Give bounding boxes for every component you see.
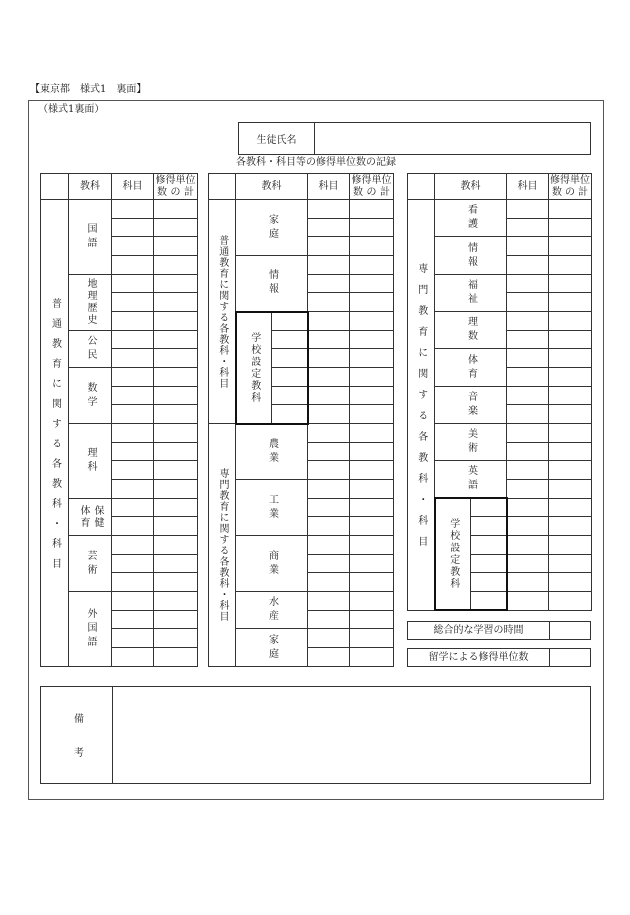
category-cell [408, 200, 435, 611]
school-subject-area-name-cell [272, 368, 308, 387]
credits-cell [350, 274, 394, 293]
subject-cell [308, 218, 350, 237]
student-name-field [315, 123, 590, 154]
category-cell [209, 424, 236, 667]
credits-cell [154, 648, 198, 667]
subject-cell [308, 461, 350, 480]
credits-cell [549, 256, 592, 275]
table-row [408, 424, 592, 443]
credits-cell [350, 554, 394, 573]
form-label: （様式1裏面） [38, 104, 105, 115]
subject-area-cell [69, 536, 112, 592]
subject-cell [112, 218, 154, 237]
subject-area-cell [435, 274, 507, 311]
subject-area-cell [236, 424, 308, 480]
subject-area-label: 福祉 [465, 278, 477, 307]
subject-cell [308, 368, 350, 387]
credits-cell [154, 368, 198, 387]
credits-cell [549, 424, 592, 443]
category-label: 専門教育に関する各教科・科目 [217, 467, 228, 622]
credits-cell [350, 330, 394, 349]
subject-area-label: 公民 [85, 334, 96, 363]
subject-area-label: 学校設定教科 [447, 518, 459, 591]
credits-cell [350, 424, 394, 443]
subject-cell [507, 405, 549, 424]
header-row [41, 174, 198, 200]
credits-cell [549, 274, 592, 293]
subject-cell [308, 405, 350, 424]
study-abroad-credits-field [550, 649, 590, 666]
credits-cell [549, 442, 592, 461]
subject-cell [112, 592, 154, 611]
subject-area-cell [435, 312, 507, 349]
header-credits-line1: 修得単位 [351, 174, 392, 186]
subject-cell [507, 200, 549, 219]
school-subject-area-cell [435, 498, 471, 610]
subject-cell [308, 554, 350, 573]
credits-cell [154, 554, 198, 573]
subject-cell [112, 648, 154, 667]
subject-area-label: 外国語 [85, 607, 96, 650]
student-name-box [238, 122, 591, 155]
study-abroad-credits-box [407, 648, 591, 667]
subject-cell [112, 424, 154, 443]
subject-area-cell [69, 592, 112, 667]
subject-cell [112, 498, 154, 517]
credits-cell [154, 312, 198, 331]
credits-cell [154, 237, 198, 256]
subject-cell [308, 648, 350, 667]
remarks-field [113, 687, 590, 783]
credits-cell [549, 293, 592, 312]
subject-cell [507, 312, 549, 331]
category-label: 普通教育に関する各教科・科目 [216, 234, 228, 389]
credits-cell [154, 517, 198, 536]
subject-cell [308, 480, 350, 499]
subject-cell [308, 237, 350, 256]
subject-cell [308, 349, 350, 368]
remarks-box [40, 686, 591, 784]
table-row [209, 424, 394, 443]
subject-area-label: 情報 [465, 241, 477, 270]
subject-area-cell [435, 349, 507, 386]
table-row [408, 461, 592, 480]
table-row [408, 200, 592, 219]
school-subject-area-name-cell [471, 517, 507, 536]
subject-cell [507, 554, 549, 573]
header-subject-area: 教科 [435, 174, 507, 200]
subject-area-cell [435, 461, 507, 498]
school-subject-area-name-cell [471, 592, 507, 611]
subject-cell [507, 517, 549, 536]
school-subject-area-name-cell [272, 312, 308, 331]
student-name-label: 生徒氏名 [239, 123, 315, 154]
subject-cell [112, 293, 154, 312]
credits-cell [350, 256, 394, 275]
subject-cell [112, 573, 154, 592]
subject-area-label: 理数 [465, 316, 477, 345]
credits-cell [154, 274, 198, 293]
credits-cell [549, 368, 592, 387]
subject-cell [507, 293, 549, 312]
header-credits-line2: 数の計 [157, 186, 194, 198]
subject-cell [308, 629, 350, 648]
table-row [408, 237, 592, 256]
subject-area-cell [236, 480, 308, 536]
subject-area-label: 学校設定教科 [248, 331, 260, 404]
category-label: 専門教育に関する各教科・科目 [415, 263, 427, 558]
subject-cell [507, 237, 549, 256]
table-row [41, 200, 198, 219]
subject-cell [308, 330, 350, 349]
credits-cell [549, 349, 592, 368]
subject-cell [507, 274, 549, 293]
subject-cell [308, 517, 350, 536]
subject-cell [507, 498, 549, 517]
subject-cell [112, 461, 154, 480]
school-subject-area-name-cell [272, 386, 308, 405]
subject-area-cell [69, 330, 112, 367]
subject-area-cell [69, 274, 112, 330]
credits-cell [154, 536, 198, 555]
school-subject-area-name-cell [272, 330, 308, 349]
header-credits-line1: 修得単位 [155, 174, 196, 186]
credits-cell [350, 442, 394, 461]
credits-cell [350, 648, 394, 667]
table-row [209, 312, 394, 331]
category-cell [209, 200, 236, 424]
subject-area-label: 国語 [85, 222, 96, 251]
integrated-study-field [550, 622, 590, 639]
credits-cell [154, 349, 198, 368]
subject-area-cell [435, 386, 507, 423]
header-blank-cell [41, 174, 69, 200]
header-subject: 科目 [308, 174, 350, 200]
subject-cell [112, 237, 154, 256]
header-credits-line2: 数の計 [552, 186, 588, 198]
subject-cell [112, 442, 154, 461]
school-subject-area-name-cell [272, 349, 308, 368]
subject-area-cell [236, 536, 308, 592]
subject-cell [308, 293, 350, 312]
header-credits-line1: 修得単位 [550, 174, 590, 186]
subject-cell [308, 200, 350, 219]
category-label: 普通教育に関する各教科・科目 [49, 297, 61, 578]
header-subject: 科目 [507, 174, 549, 200]
subject-area-label: 家庭 [266, 213, 278, 242]
credits-cell [350, 629, 394, 648]
credits-cell [350, 368, 394, 387]
credits-cell [350, 461, 394, 480]
subject-area-cell [236, 592, 308, 629]
table-row [408, 312, 592, 331]
credits-cell [549, 536, 592, 555]
record-title: 各教科・科目等の修得単位数の記録 [236, 157, 396, 168]
subject-cell [112, 517, 154, 536]
subject-cell [507, 330, 549, 349]
table-row [209, 629, 394, 648]
subject-area-label: 英語 [465, 465, 477, 494]
credits-cell [350, 312, 394, 331]
subject-area-cell [236, 629, 308, 666]
header-blank-cell [408, 174, 435, 200]
subject-area-cell [69, 498, 112, 535]
subject-area-label: 美術 [465, 428, 477, 457]
table-row [209, 200, 394, 219]
table-row [209, 480, 394, 499]
credits-cell [350, 480, 394, 499]
subject-cell [507, 218, 549, 237]
school-subject-area-name-cell [272, 405, 308, 424]
subject-cell [112, 256, 154, 275]
subject-area-cell [69, 200, 112, 275]
integrated-study-label: 総合的な学習の時間 [408, 622, 550, 639]
table-row [408, 274, 592, 293]
subject-cell [308, 610, 350, 629]
credits-cell [549, 573, 592, 592]
subject-cell [507, 592, 549, 611]
credits-cell [350, 349, 394, 368]
credits-table [208, 173, 394, 667]
subject-area-label: 工業 [266, 493, 278, 522]
credits-cell [549, 517, 592, 536]
subject-area-label: 看護 [465, 204, 477, 233]
subject-area-label: 地理歴史 [85, 278, 96, 327]
credits-cell [549, 312, 592, 331]
subject-cell [308, 256, 350, 275]
school-subject-area-name-cell [471, 573, 507, 592]
subject-cell [308, 274, 350, 293]
credits-cell [350, 405, 394, 424]
subject-cell [112, 200, 154, 219]
subject-cell [112, 480, 154, 499]
form-header-title: 【東京都 様式1 裏面】 [30, 84, 147, 95]
credits-cell [154, 442, 198, 461]
subject-cell [112, 405, 154, 424]
credits-cell [154, 405, 198, 424]
remarks-label-cell [41, 687, 113, 783]
subject-cell [507, 461, 549, 480]
subject-cell [507, 256, 549, 275]
header-credits-line2: 数の計 [353, 186, 390, 198]
subject-cell [112, 386, 154, 405]
credits-cell [154, 461, 198, 480]
credits-cell [350, 237, 394, 256]
subject-cell [112, 610, 154, 629]
subject-cell [507, 442, 549, 461]
category-cell [41, 200, 69, 667]
table-row [209, 592, 394, 611]
subject-cell [308, 573, 350, 592]
subject-area-label: 商業 [266, 549, 278, 578]
header-credits [350, 174, 394, 200]
subject-cell [308, 386, 350, 405]
subject-cell [507, 480, 549, 499]
credits-table [40, 173, 198, 667]
credits-cell [549, 218, 592, 237]
subject-area-label: 数学 [85, 381, 96, 410]
credits-cell [350, 573, 394, 592]
subject-area-cell [236, 256, 308, 312]
subject-cell [308, 498, 350, 517]
credits-cell [154, 424, 198, 443]
header-row [408, 174, 592, 200]
credits-cell [154, 573, 198, 592]
credits-cell [350, 517, 394, 536]
credits-cell [549, 498, 592, 517]
school-subject-area-cell [236, 312, 272, 424]
credits-cell [154, 330, 198, 349]
table-row [209, 536, 394, 555]
credits-cell [154, 592, 198, 611]
school-subject-area-name-cell [471, 554, 507, 573]
credits-cell [154, 218, 198, 237]
subject-area-label: 家庭 [266, 633, 278, 662]
credits-cell [350, 592, 394, 611]
credits-cell [350, 200, 394, 219]
subject-cell [308, 312, 350, 331]
subject-cell [112, 554, 154, 573]
subject-cell [308, 442, 350, 461]
credits-cell [350, 610, 394, 629]
credits-cell [350, 218, 394, 237]
credits-cell [350, 386, 394, 405]
header-row [209, 174, 394, 200]
subject-cell [507, 349, 549, 368]
remarks-label: 備考 [71, 713, 83, 781]
header-credits [154, 174, 198, 200]
subject-cell [112, 629, 154, 648]
subject-area-cell [435, 200, 507, 237]
credits-cell [549, 330, 592, 349]
subject-area-label: 音楽 [465, 390, 477, 419]
subject-area-label: 水産 [266, 596, 278, 625]
subject-cell [507, 573, 549, 592]
header-subject-area: 教科 [236, 174, 308, 200]
header-credits [549, 174, 592, 200]
credits-cell [350, 536, 394, 555]
subject-cell [308, 536, 350, 555]
credits-cell [350, 293, 394, 312]
subject-area-cell [435, 424, 507, 461]
integrated-study-box [407, 621, 591, 640]
credits-cell [549, 480, 592, 499]
credits-cell [350, 498, 394, 517]
credits-cell [154, 293, 198, 312]
credits-cell [154, 386, 198, 405]
header-blank-cell [209, 174, 236, 200]
subject-area-cell [236, 200, 308, 256]
subject-cell [112, 349, 154, 368]
credits-cell [154, 480, 198, 499]
subject-area-label: 情報 [266, 269, 278, 298]
table-row [209, 256, 394, 275]
header-subject: 科目 [112, 174, 154, 200]
study-abroad-credits-label: 留学による修得単位数 [408, 649, 550, 666]
credits-cell [549, 554, 592, 573]
credits-cell [154, 498, 198, 517]
header-subject-area: 教科 [69, 174, 112, 200]
subject-area-cell [435, 237, 507, 274]
subject-cell [112, 330, 154, 349]
credits-cell [549, 405, 592, 424]
school-subject-area-name-cell [471, 498, 507, 517]
subject-area-cell [69, 424, 112, 499]
subject-cell [308, 592, 350, 611]
subject-area-label: 芸術 [85, 549, 96, 578]
subject-area-label: 保健体育 [78, 504, 103, 529]
subject-cell [507, 386, 549, 405]
credits-cell [154, 610, 198, 629]
subject-area-label: 理科 [85, 446, 96, 475]
subject-cell [507, 424, 549, 443]
subject-cell [507, 536, 549, 555]
credits-cell [549, 592, 592, 611]
credits-cell [154, 256, 198, 275]
subject-cell [112, 368, 154, 387]
subject-area-label: 体育 [465, 353, 477, 382]
credits-cell [154, 629, 198, 648]
credits-cell [154, 200, 198, 219]
credits-cell [549, 237, 592, 256]
subject-cell [308, 424, 350, 443]
subject-cell [112, 312, 154, 331]
table-row [408, 386, 592, 405]
subject-cell [507, 368, 549, 387]
school-subject-area-name-cell [471, 536, 507, 555]
subject-cell [112, 274, 154, 293]
table-row [408, 349, 592, 368]
credits-cell [549, 461, 592, 480]
subject-area-label: 農業 [266, 437, 278, 466]
table-row [408, 498, 592, 517]
credits-table [407, 173, 592, 611]
subject-area-cell [69, 368, 112, 424]
credits-cell [549, 200, 592, 219]
subject-cell [112, 536, 154, 555]
credits-cell [549, 386, 592, 405]
